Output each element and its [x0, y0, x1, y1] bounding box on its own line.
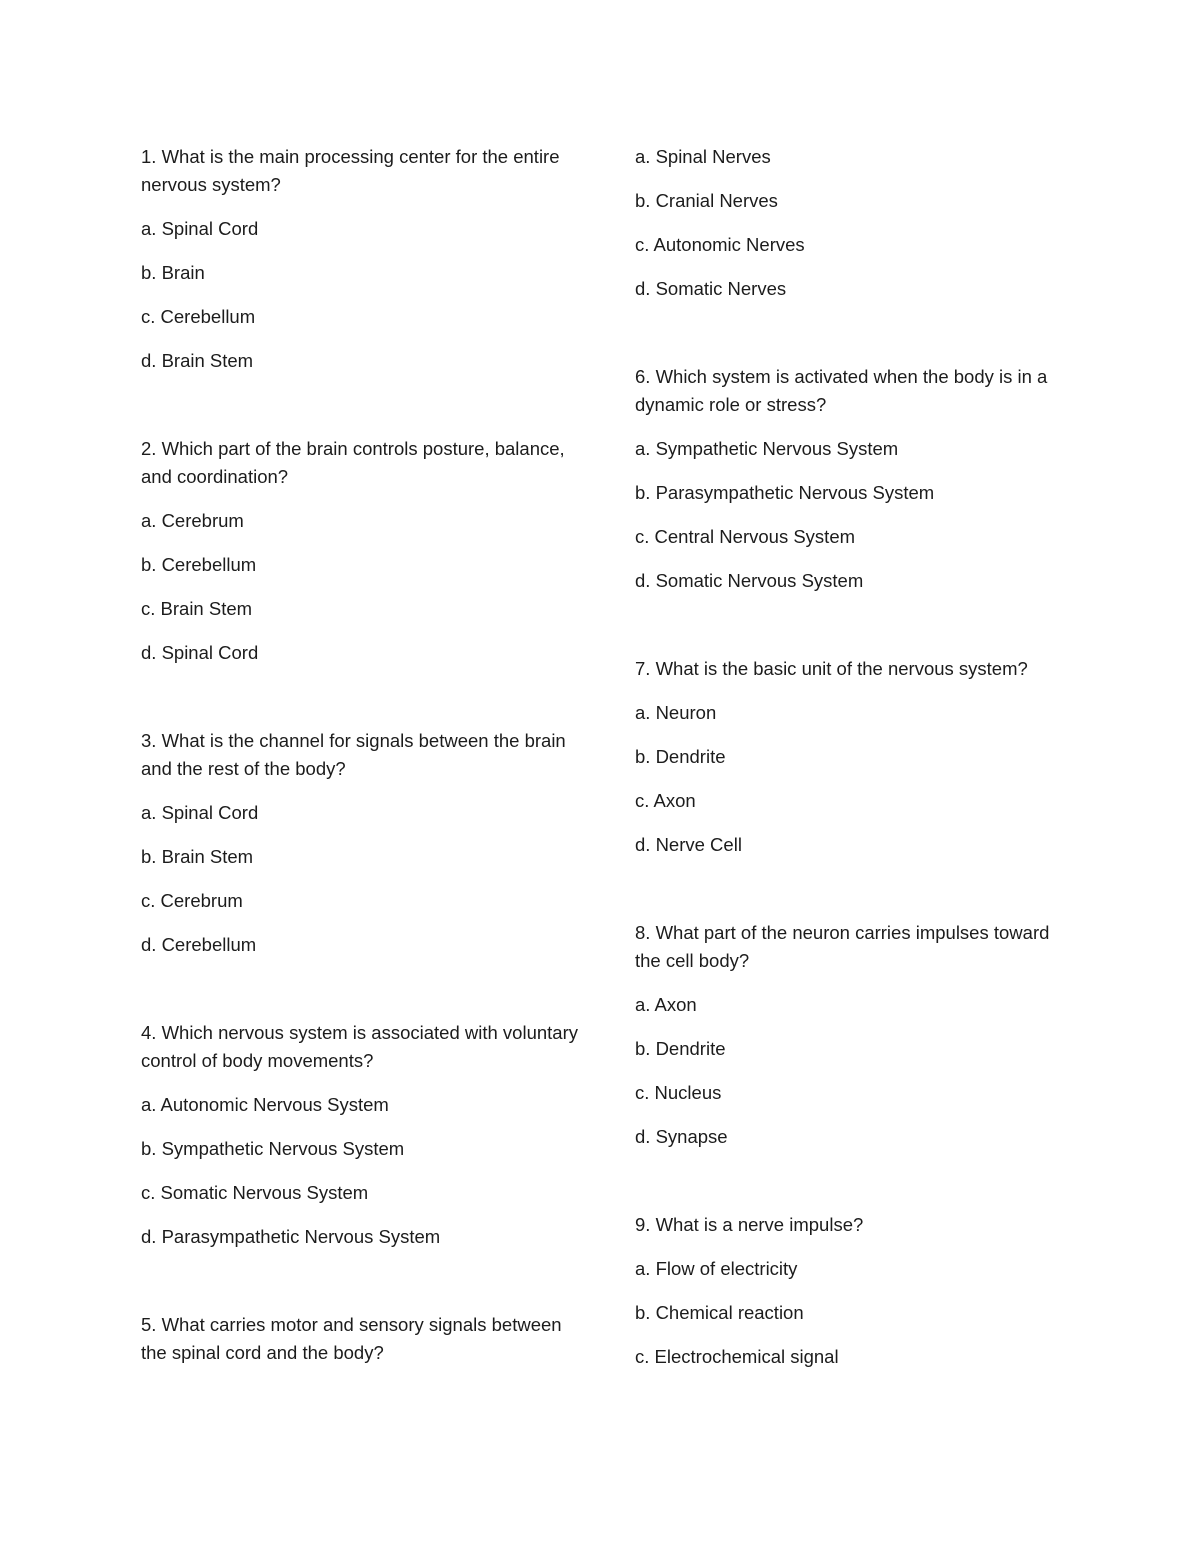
question-1-option-a: a. Spinal Cord	[141, 218, 259, 239]
spacer	[635, 319, 1075, 363]
question-4-text: 4. Which nervous system is associated with voluntary control of body movements?	[141, 1022, 578, 1071]
question-8-option-b: b. Dendrite	[635, 1038, 726, 1059]
left-column	[141, 143, 581, 1383]
question-8-option-a: a. Axon	[635, 994, 697, 1015]
question-block-1	[141, 143, 581, 375]
question-9-option-a: a. Flow of electricity	[635, 1258, 798, 1279]
question-9-option-b: b. Chemical reaction	[635, 1302, 804, 1323]
question-block-8	[635, 919, 1075, 1151]
question-2-option-a: a. Cerebrum	[141, 510, 244, 531]
spacer	[141, 975, 581, 1019]
spacer	[635, 1167, 1075, 1211]
question-6-option-a: a. Sympathetic Nervous System	[635, 438, 899, 459]
question-4-option-b: b. Sympathetic Nervous System	[141, 1138, 405, 1159]
question-8-option-c: c. Nucleus	[635, 1082, 722, 1103]
question-3-option-b: b. Brain Stem	[141, 846, 254, 867]
question-5-option-a: a. Spinal Nerves	[635, 146, 771, 167]
question-9-text: 9. What is a nerve impulse?	[635, 1214, 864, 1235]
question-5-options-block	[635, 143, 1075, 303]
question-7-option-b: b. Dendrite	[635, 746, 726, 767]
question-3-option-d: d. Cerebellum	[141, 934, 257, 955]
question-7-option-c: c. Axon	[635, 790, 696, 811]
question-block-7	[635, 655, 1075, 859]
question-2-text: 2. Which part of the brain controls posture, balance, and coordination?	[141, 438, 565, 487]
question-6-option-b: b. Parasympathetic Nervous System	[635, 482, 935, 503]
question-3-option-c: c. Cerebrum	[141, 890, 243, 911]
question-9-option-c: c. Electrochemical signal	[635, 1346, 839, 1367]
right-column	[635, 143, 1075, 1387]
question-7-text: 7. What is the basic unit of the nervous system?	[635, 658, 1028, 679]
question-block-4	[141, 1019, 581, 1251]
question-4-option-d: d. Parasympathetic Nervous System	[141, 1226, 441, 1247]
spacer	[141, 683, 581, 727]
spacer	[141, 1267, 581, 1311]
question-5-option-d: d. Somatic Nerves	[635, 278, 787, 299]
question-block-5	[141, 1311, 581, 1367]
question-1-option-d: d. Brain Stem	[141, 350, 254, 371]
question-5-option-b: b. Cranial Nerves	[635, 190, 778, 211]
question-block-9	[635, 1211, 1075, 1371]
question-6-option-d: d. Somatic Nervous System	[635, 570, 864, 591]
question-6-text: 6. Which system is activated when the body is in a dynamic role or stress?	[635, 366, 1048, 415]
question-7-option-a: a. Neuron	[635, 702, 717, 723]
question-2-option-d: d. Spinal Cord	[141, 642, 259, 663]
question-5-option-c: c. Autonomic Nerves	[635, 234, 805, 255]
question-block-6	[635, 363, 1075, 595]
spacer	[635, 611, 1075, 655]
question-7-option-d: d. Nerve Cell	[635, 834, 742, 855]
question-block-2	[141, 435, 581, 667]
spacer	[141, 391, 581, 435]
question-1-option-c: c. Cerebellum	[141, 306, 256, 327]
question-8-text: 8. What part of the neuron carries impulses toward the cell body?	[635, 922, 1050, 971]
question-block-3	[141, 727, 581, 959]
question-6-option-c: c. Central Nervous System	[635, 526, 856, 547]
question-1-text: 1. What is the main processing center for the entire nervous system?	[141, 146, 560, 195]
question-2-option-c: c. Brain Stem	[141, 598, 253, 619]
question-8-option-d: d. Synapse	[635, 1126, 728, 1147]
question-3-text: 3. What is the channel for signals between the brain and the rest of the body?	[141, 730, 566, 779]
question-4-option-c: c. Somatic Nervous System	[141, 1182, 369, 1203]
question-3-option-a: a. Spinal Cord	[141, 802, 259, 823]
question-1-option-b: b. Brain	[141, 262, 205, 283]
spacer	[635, 875, 1075, 919]
question-4-option-a: a. Autonomic Nervous System	[141, 1094, 389, 1115]
question-5-text: 5. What carries motor and sensory signals between the spinal cord and the body?	[141, 1314, 562, 1363]
question-2-option-b: b. Cerebellum	[141, 554, 257, 575]
